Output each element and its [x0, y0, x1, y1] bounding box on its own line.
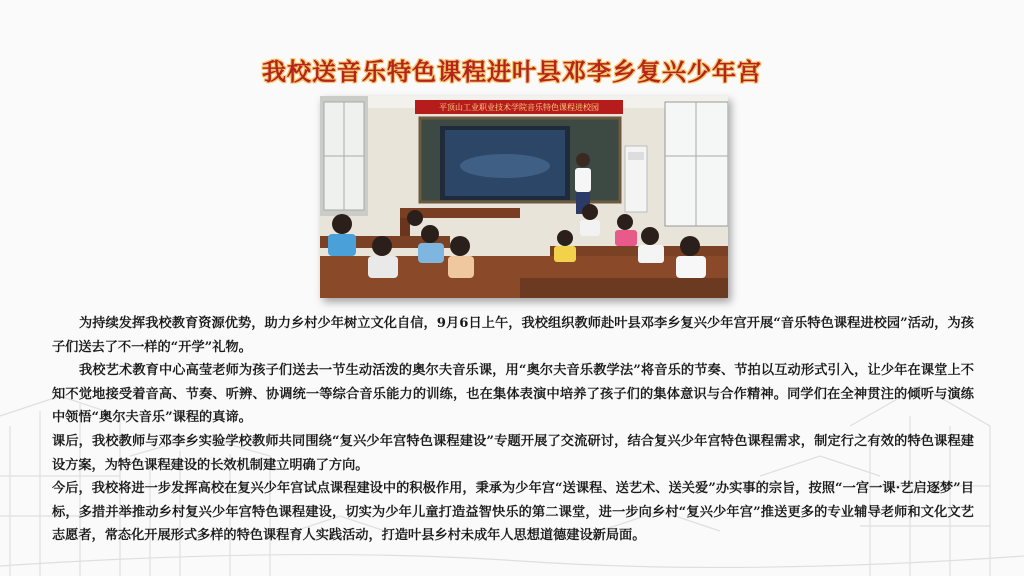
classroom-photo-illustration — [320, 96, 728, 298]
paragraph-1: 为持续发挥我校教育资源优势，助力乡村少年树立文化自信，9月6日上午，我校组织教师赴叶县邓李乡复兴少年宫开展“音乐特色课程进校园”活动，为孩子们送去了不一样的“开学”礼物。 — [52, 316, 974, 355]
banner-text: 平顶山工业职业技术学院音乐特色课程进校园 — [439, 103, 599, 112]
paragraph-3: 课后，我校教师与邓李乡实验学校教师共同围绕“复兴少年宫特色课程建设”专题开展了交流研讨，结合复兴少年宫特色课程需求，制定行之有效的特色课程建设方案，为特色课程建设的长效机制建立明确了方向。 — [52, 433, 974, 473]
paragraph-2: 我校艺术教育中心高莹老师为孩子们送去一节生动活泼的奥尔夫音乐课，用“奥尔夫音乐教学法”将音乐的节奏、节拍以互动形式引入，让少年在课堂上不知不觉地接受着音高、节奏、听辨、协调统一等综合音乐能力的训练，也在集体表演中培养了孩子们的集体意识与合作精神。同学们在全神贯注的倾听与演练中领悟“奥尔夫音乐”课程的真谛。 — [52, 363, 974, 426]
paragraph-4: 今后，我校将进一步发挥高校在复兴少年宫试点课程建设中的积极作用，秉承为少年宫“送课程、送艺术、送关爱”办实事的宗旨，按照“一宫一课·艺启逐梦”目标，多措并举推动乡村复兴少年宫特色课程建设，切实为少年儿童打造益智快乐的第二课堂，进一步向乡村“复兴少年宫”推送更多的专业辅导老师和文化文艺志愿者，常态化开展形式多样的特色课程育人实践活动，打造叶县乡村未成年人思想道德建设新局面。 — [52, 481, 974, 544]
page-title: 我校送音乐特色课程进叶县邓李乡复兴少年宫 — [262, 58, 762, 86]
classroom-photo — [320, 96, 728, 298]
article-body — [52, 312, 974, 548]
